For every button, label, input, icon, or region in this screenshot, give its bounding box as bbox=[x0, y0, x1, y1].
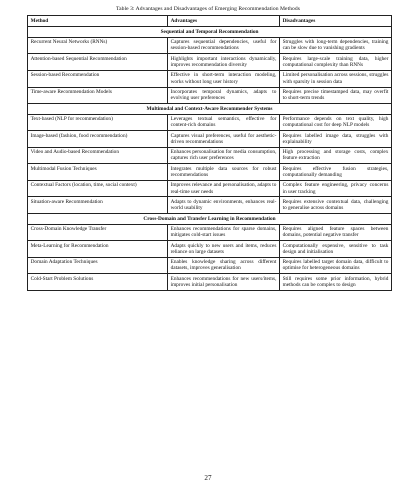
disadvantages-cell: High processing and storage costs, complex feature extraction bbox=[280, 147, 392, 164]
advantages-cell: Leverages textual semantics, effective for content-rich domains bbox=[168, 114, 280, 131]
advantages-cell: Enhances recommendations for sparse domains, mitigates cold-start issues bbox=[168, 224, 280, 241]
method-cell: Image-based (fashion, food recommendation) bbox=[28, 131, 168, 148]
method-cell: Video and Audio-based Recommendation bbox=[28, 147, 168, 164]
page-number: 27 bbox=[204, 474, 212, 482]
method-cell: Situation-aware Recommendation bbox=[28, 197, 168, 214]
method-cell: Multimodal Fusion Techniques bbox=[28, 164, 168, 181]
header-advantages: Advantages bbox=[168, 16, 280, 27]
table-row bbox=[28, 257, 392, 274]
advantages-cell: Effective in short-term interaction modeling, works without long user history bbox=[168, 70, 280, 87]
disadvantages-cell: Requires effective fusion strategies, computationally demanding bbox=[280, 164, 392, 181]
method-cell: Cross-Domain Knowledge Transfer bbox=[28, 224, 168, 241]
disadvantages-cell: Requires large-scale training data, higher computational complexity than RNNs bbox=[280, 54, 392, 71]
advantages-cell: Enables knowledge sharing across different datasets, improves generalisation bbox=[168, 257, 280, 274]
method-cell: Contextual Factors (location, time, social context) bbox=[28, 180, 168, 197]
advantages-cell: Enhances recommendations for new users/items, improves initial personalisation bbox=[168, 274, 280, 291]
section-header-row bbox=[28, 27, 392, 37]
advantages-cell: Adapts to dynamic environments, enhances real-world usability bbox=[168, 197, 280, 214]
table-row bbox=[28, 54, 392, 71]
table-row bbox=[28, 114, 392, 131]
section-header-row bbox=[28, 214, 392, 224]
table-header-row bbox=[28, 16, 392, 27]
table-row bbox=[28, 37, 392, 54]
method-cell: Domain Adaptation Techniques bbox=[28, 257, 168, 274]
disadvantages-cell: Performance depends on text quality, high computational cost for deep NLP models bbox=[280, 114, 392, 131]
disadvantages-cell: Requires labelled image data, struggles with explainability bbox=[280, 131, 392, 148]
table-row bbox=[28, 197, 392, 214]
table-row bbox=[28, 70, 392, 87]
header-method: Method bbox=[28, 16, 168, 27]
section-title: Multimodal and Context-Aware Recommender Systems bbox=[28, 104, 392, 114]
table-row bbox=[28, 274, 392, 291]
table-row bbox=[28, 131, 392, 148]
method-cell: Recurrent Neural Networks (RNNs) bbox=[28, 37, 168, 54]
disadvantages-cell: Computationally expensive, sensitive to task design and initialisation bbox=[280, 241, 392, 258]
disadvantages-cell: Complex feature engineering, privacy concerns in user tracking bbox=[280, 180, 392, 197]
table-row bbox=[28, 164, 392, 181]
disadvantages-cell: Still requires some prior information, hybrid methods can be complex to design bbox=[280, 274, 392, 291]
table-body bbox=[28, 27, 392, 291]
advantages-cell: Integrates multiple data sources for robust recommendations bbox=[168, 164, 280, 181]
method-cell: Cold-Start Problem Solutions bbox=[28, 274, 168, 291]
disadvantages-cell: Limited personalisation across sessions, struggles with sparsity in session data bbox=[280, 70, 392, 87]
methods-table bbox=[27, 15, 392, 291]
method-cell: Time-aware Recommendation Models bbox=[28, 87, 168, 104]
header-disadvantages: Disadvantages bbox=[280, 16, 392, 27]
table-row bbox=[28, 241, 392, 258]
advantages-cell: Enhances personalisation for media consumption, captures rich user preferences bbox=[168, 147, 280, 164]
disadvantages-cell: Requires labelled target domain data, difficult to optimise for heterogeneous domains bbox=[280, 257, 392, 274]
section-title: Cross-Domain and Transfer Learning in Recommendation bbox=[28, 214, 392, 224]
advantages-cell: Captures visual preferences, useful for aesthetic-driven recommendations bbox=[168, 131, 280, 148]
table-caption: Table 3: Advantages and Disadvantages of Emerging Recommendation Methods bbox=[116, 6, 300, 12]
advantages-cell: Improves relevance and personalisation, adapts to real-time user needs bbox=[168, 180, 280, 197]
method-cell: Attention-based Sequential Recommendation bbox=[28, 54, 168, 71]
method-cell: Session-based Recommendation bbox=[28, 70, 168, 87]
disadvantages-cell: Requires extensive contextual data, challenging to generalise across domains bbox=[280, 197, 392, 214]
disadvantages-cell: Requires aligned feature spaces between domains, potential negative transfer bbox=[280, 224, 392, 241]
advantages-cell: Incorporates temporal dynamics, adapts to evolving user preferences bbox=[168, 87, 280, 104]
table-row bbox=[28, 87, 392, 104]
advantages-cell: Adapts quickly to new users and items, reduces reliance on large datasets bbox=[168, 241, 280, 258]
table-row bbox=[28, 180, 392, 197]
section-header-row bbox=[28, 104, 392, 114]
method-cell: Meta-Learning for Recommendation bbox=[28, 241, 168, 258]
disadvantages-cell: Struggles with long-term dependencies, training can be slow due to vanishing gradients bbox=[280, 37, 392, 54]
section-title: Sequential and Temporal Recommendation bbox=[28, 27, 392, 37]
advantages-cell: Captures sequential dependencies, useful for session-based recommendations bbox=[168, 37, 280, 54]
table-row bbox=[28, 147, 392, 164]
advantages-cell: Highlights important interactions dynamically, improves recommendation diversity bbox=[168, 54, 280, 71]
disadvantages-cell: Requires precise timestamped data, may overfit to short-term trends bbox=[280, 87, 392, 104]
table-row bbox=[28, 224, 392, 241]
method-cell: Text-based (NLP for recommendation) bbox=[28, 114, 168, 131]
